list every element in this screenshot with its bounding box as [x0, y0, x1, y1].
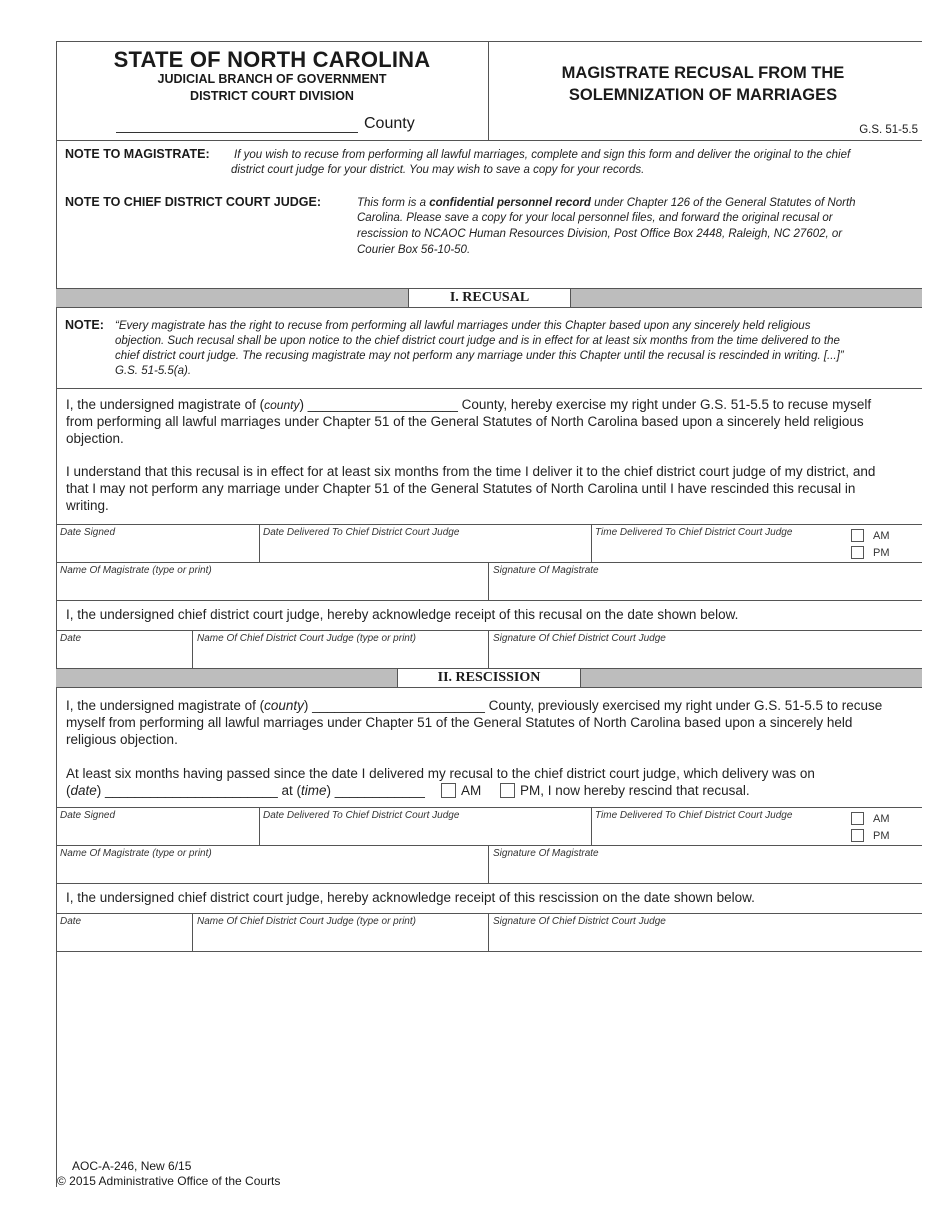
confidential-record-emphasis: confidential personnel record [429, 197, 591, 209]
rescission-judge-name-field[interactable]: Name Of Chief District Court Judge (type or print) [197, 916, 416, 927]
recusal-note-line-1: “Every magistrate has the right to recuse from performing all lawful marriages under this Chapter based upon any sincerely held religious [115, 320, 811, 332]
recusal-grid-v2 [591, 524, 592, 562]
note-to-judge-text-4: Courier Box 56-10-50. [357, 244, 471, 256]
recusal-grid-v1 [259, 524, 260, 562]
rescission-judge-signature-field[interactable]: Signature Of Chief District Court Judge [493, 916, 666, 927]
form-top-border [56, 41, 922, 42]
rescission-section-title: II. RESCISSION [397, 668, 581, 688]
rescission-para2-line2: (date) _______________________ at (time) ____________ [66, 783, 425, 798]
recusal-judge-v2 [488, 630, 489, 668]
rescission-grid-v2 [591, 807, 592, 845]
recusal-magistrate-signature-field[interactable]: Signature Of Magistrate [493, 565, 599, 576]
rescission-time-delivered-field[interactable]: Time Delivered To Chief District Court Judge [595, 810, 793, 821]
recusal-judge-grid-top [56, 630, 922, 631]
rescission-para1-line3: religious objection. [66, 732, 178, 747]
rescission-para1-line2: myself from performing all lawful marriages under Chapter 51 of the General Statutes of North Carolina based upon a sincerely held [66, 715, 853, 730]
note-to-judge-text-3: rescission to NCAOC Human Resources Division, Post Office Box 2448, Raleigh, NC 27602, or [357, 228, 843, 240]
note-to-magistrate-text-2: district court judge for your district. You may wish to save a copy for your records. [231, 164, 645, 176]
recusal-note-line-2: objection. Such recusal shall be upon notice to the chief district court judge and is in effect for at least six months from the time delivered to the [115, 335, 840, 347]
rescission-pm-checkbox[interactable] [851, 829, 864, 842]
rescission-inline-pm-label: PM, I now hereby rescind that recusal. [520, 783, 750, 798]
county-input-line[interactable] [116, 132, 358, 133]
note-to-magistrate-text-1: If you wish to recuse from performing all lawful marriages, complete and sign this form and deliver the original to the chief [234, 149, 851, 161]
rescission-acknowledgement: I, the undersigned chief district court judge, hereby acknowledge receipt of this rescission on the date shown below. [66, 890, 755, 905]
recusal-note-line-3: chief district court judge. The recusing magistrate may not perform any marriage under this Chapter until the recusal is rescinded in writing. [...]” [115, 350, 844, 362]
recusal-note-label: NOTE: [65, 318, 104, 332]
recusal-judge-v1 [192, 630, 193, 668]
rescission-inline-am-checkbox[interactable] [441, 783, 456, 798]
rescission-inline-am-label: AM [461, 783, 482, 798]
rescission-para2-line1: At least six months having passed since the date I delivered my recusal to the chief district court judge, which delivery was on [66, 766, 815, 781]
recusal-para1-line1: I, the undersigned magistrate of (county) ____________________ County, hereby exercise my right under G.S. 51-5.5 to recuse myself [66, 397, 872, 412]
recusal-pm-label: PM [873, 547, 890, 559]
recusal-grid-bottom [56, 600, 922, 601]
recusal-time-delivered-field[interactable]: Time Delivered To Chief District Court Judge [595, 527, 793, 538]
rescission-grid-bottom [56, 883, 922, 884]
rescission-magistrate-signature-field[interactable]: Signature Of Magistrate [493, 848, 599, 859]
rescission-grid-top [56, 807, 922, 808]
rescission-judge-grid-top [56, 913, 922, 914]
note-to-magistrate-label: NOTE TO MAGISTRATE: [65, 147, 210, 161]
rescission-magistrate-name-field[interactable]: Name Of Magistrate (type or print) [60, 848, 212, 859]
note-to-judge-text-2: Carolina. Please save a copy for your local personnel files, and forward the original recusal or [357, 212, 833, 224]
rescission-am-checkbox[interactable] [851, 812, 864, 825]
division-title: DISTRICT COURT DIVISION [190, 89, 354, 103]
rescission-judge-date-field[interactable]: Date [60, 916, 82, 927]
statute-reference: G.S. 51-5.5 [859, 124, 918, 136]
rescission-date-delivered-field[interactable]: Date Delivered To Chief District Court Judge [263, 810, 460, 821]
recusal-para2-line3: writing. [66, 498, 109, 513]
recusal-note-divider [56, 388, 922, 389]
rescission-am-label: AM [873, 813, 890, 825]
recusal-judge-name-field[interactable]: Name Of Chief District Court Judge (type or print) [197, 633, 416, 644]
recusal-para2-line2: that I may not perform any marriage under Chapter 51 of the General Statutes of North Carolina until I have rescinded this recusal in [66, 481, 856, 496]
recusal-note-line-4: G.S. 51-5.5(a). [115, 365, 192, 377]
recusal-grid-top [56, 524, 922, 525]
rescission-date-signed-field[interactable]: Date Signed [60, 810, 116, 821]
rescission-judge-v1 [192, 913, 193, 951]
recusal-para1-line3: objection. [66, 431, 124, 446]
rescission-grid-v3 [488, 845, 489, 883]
state-title: STATE OF NORTH CAROLINA [113, 47, 431, 72]
branch-title: JUDICIAL BRANCH OF GOVERNMENT [157, 72, 387, 86]
rescission-grid-mid [56, 845, 922, 846]
rescission-grid-v1 [259, 807, 260, 845]
form-left-border [56, 41, 57, 1187]
recusal-date-delivered-field[interactable]: Date Delivered To Chief District Court Judge [263, 527, 460, 538]
recusal-date-signed-field[interactable]: Date Signed [60, 527, 116, 538]
rescission-pm-label: PM [873, 830, 890, 842]
recusal-grid-v3 [488, 562, 489, 600]
rescission-inline-pm-checkbox[interactable] [500, 783, 515, 798]
recusal-para1-line2: from performing all lawful marriages under Chapter 51 of the General Statutes of North Carolina based upon a sincerely held religious [66, 414, 864, 429]
recusal-am-label: AM [873, 530, 890, 542]
rescission-judge-grid-bottom [56, 951, 922, 952]
recusal-judge-date-field[interactable]: Date [60, 633, 82, 644]
recusal-judge-signature-field[interactable]: Signature Of Chief District Court Judge [493, 633, 666, 644]
header-bottom-line [56, 140, 922, 141]
form-title-line2: SOLEMNIZATION OF MARRIAGES [568, 86, 838, 104]
recusal-am-checkbox[interactable] [851, 529, 864, 542]
copyright: © 2015 Administrative Office of the Courts [57, 1174, 281, 1188]
note-to-judge-text-1: This form is a confidential personnel record under Chapter 126 of the General Statutes of North [357, 197, 856, 209]
recusal-grid-mid [56, 562, 922, 563]
note-to-judge-label: NOTE TO CHIEF DISTRICT COURT JUDGE: [65, 195, 322, 209]
form-id: AOC-A-246, New 6/15 [72, 1159, 192, 1173]
county-label: County [364, 115, 415, 132]
rescission-judge-v2 [488, 913, 489, 951]
rescission-para1-line1: I, the undersigned magistrate of (county) _______________________ County, previously exercised my right under G.S. 51-5.5 to recuse [66, 698, 883, 713]
form-title-line1: MAGISTRATE RECUSAL FROM THE [561, 64, 845, 82]
recusal-acknowledgement: I, the undersigned chief district court judge, hereby acknowledge receipt of this recusal on the date shown below. [66, 607, 739, 622]
recusal-magistrate-name-field[interactable]: Name Of Magistrate (type or print) [60, 565, 212, 576]
recusal-pm-checkbox[interactable] [851, 546, 864, 559]
recusal-section-title: I. RECUSAL [408, 288, 571, 308]
recusal-para2-line1: I understand that this recusal is in effect for at least six months from the time I deliver it to the chief district court judge of my district, and [66, 464, 876, 479]
